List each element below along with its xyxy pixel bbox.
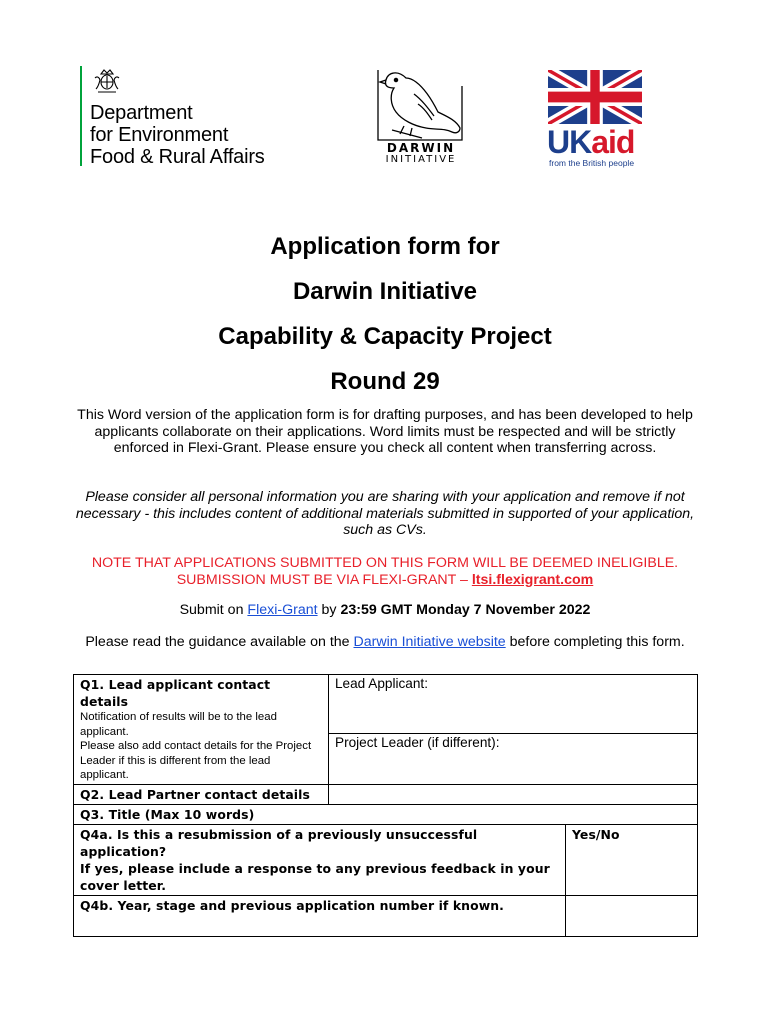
table-row-q3: [74, 804, 698, 824]
defra-accent-line: [80, 66, 82, 166]
ukaid-aid: aid: [591, 124, 635, 160]
flexi-grant-link[interactable]: Flexi-Grant: [247, 602, 318, 618]
table-row-q1a: [74, 675, 698, 734]
submit-instruction: [70, 602, 700, 619]
guidance-prefix: Please read the guidance available on the: [85, 634, 354, 650]
q4b-answer-field[interactable]: [566, 895, 698, 936]
project-leader-field[interactable]: [329, 733, 698, 784]
defra-logo: [80, 66, 290, 170]
table-row-q4a: [74, 824, 698, 895]
defra-line-3: Food & Rural Affairs: [90, 146, 265, 168]
q1-note-2: Please also add contact details for the Project Leader if this is different from the lead applicant.: [80, 740, 312, 782]
q1-label-cell: [74, 675, 329, 785]
submit-middle: by: [317, 602, 341, 618]
defra-wordmark: [90, 102, 265, 168]
ukaid-logo: [546, 70, 646, 170]
guidance-suffix: before completing this form.: [505, 634, 685, 650]
darwin-initiative-logo: [374, 60, 468, 170]
q3-label-cell[interactable]: [74, 804, 698, 824]
table-row-q2: [74, 784, 698, 804]
table-row-q4b: [74, 895, 698, 936]
q4a-label-cell: [74, 824, 566, 895]
q4a-question: Q4a. Is this a resubmission of a previously unsuccessful application?: [80, 826, 478, 859]
privacy-paragraph: Please consider all personal information you are sharing with your application and remove if not necessary - this includes content of additional materials submitted in supported of your application, such as CVs.: [75, 489, 695, 538]
q4b-label-cell: [74, 895, 566, 936]
finch-icon: [374, 60, 468, 144]
defra-line-2: for Environment: [90, 124, 229, 146]
title-line-4: Round 29: [330, 368, 440, 395]
q4a-answer-field[interactable]: [566, 824, 698, 895]
darwin-website-link[interactable]: Darwin Initiative website: [353, 634, 506, 650]
project-leader-label: Project Leader (if different):: [335, 734, 500, 750]
title-line-1: Application form for: [270, 233, 500, 260]
flexigrant-url-link[interactable]: ltsi.flexigrant.com: [471, 571, 594, 588]
lead-applicant-field[interactable]: [329, 675, 698, 734]
application-form-table: [73, 674, 698, 937]
q3-label: Q3. Title (Max 10 words): [80, 806, 255, 822]
q2-answer-field[interactable]: [329, 784, 698, 804]
guidance-instruction: [70, 634, 700, 651]
q1-note: Notification of results will be to the lead applicant.: [80, 711, 277, 738]
q4b-question: Q4b. Year, stage and previous application number if known.: [80, 897, 504, 913]
lead-applicant-label: Lead Applicant:: [335, 676, 428, 691]
royal-crest-icon: [92, 66, 122, 96]
submission-deadline: 23:59 GMT Monday 7 November 2022: [340, 602, 591, 618]
title-line-2: Darwin Initiative: [292, 278, 478, 305]
ukaid-wordmark: [547, 125, 634, 159]
q4a-yes-no: Yes/No: [572, 826, 620, 842]
ukaid-uk: UK: [547, 124, 592, 160]
page-title: [40, 224, 730, 404]
q4a-instruction: If yes, please include a response to any previous feedback in your cover letter.: [80, 860, 550, 893]
title-line-3: Capability & Capacity Project: [218, 323, 552, 350]
union-jack-icon: [548, 70, 642, 124]
submit-prefix: Submit on: [179, 602, 248, 618]
darwin-name: DARWIN: [386, 141, 456, 155]
ukaid-tagline: from the British people: [549, 158, 635, 168]
q1-title: Q1. Lead applicant contact details: [80, 677, 271, 709]
darwin-subtitle: INITIATIVE: [385, 154, 457, 165]
note-text: NOTE THAT APPLICATIONS SUBMITTED ON THIS FORM WILL BE DEEMED INELIGIBLE. SUBMISSION MUST BE VIA FLEXI-GRANT –: [91, 555, 679, 588]
defra-line-1: Department: [90, 102, 193, 124]
intro-paragraph: This Word version of the application form is for drafting purposes, and has been developed to help applicants collaborate on their applications. Word limits must be respected and will be strictly enforced in Flexi-Grant. Please ensure you check all content when transferring across.: [77, 407, 693, 456]
q2-label: Q2. Lead Partner contact details: [80, 786, 310, 802]
q2-label-cell: [74, 784, 329, 804]
ineligible-note: [70, 555, 700, 588]
